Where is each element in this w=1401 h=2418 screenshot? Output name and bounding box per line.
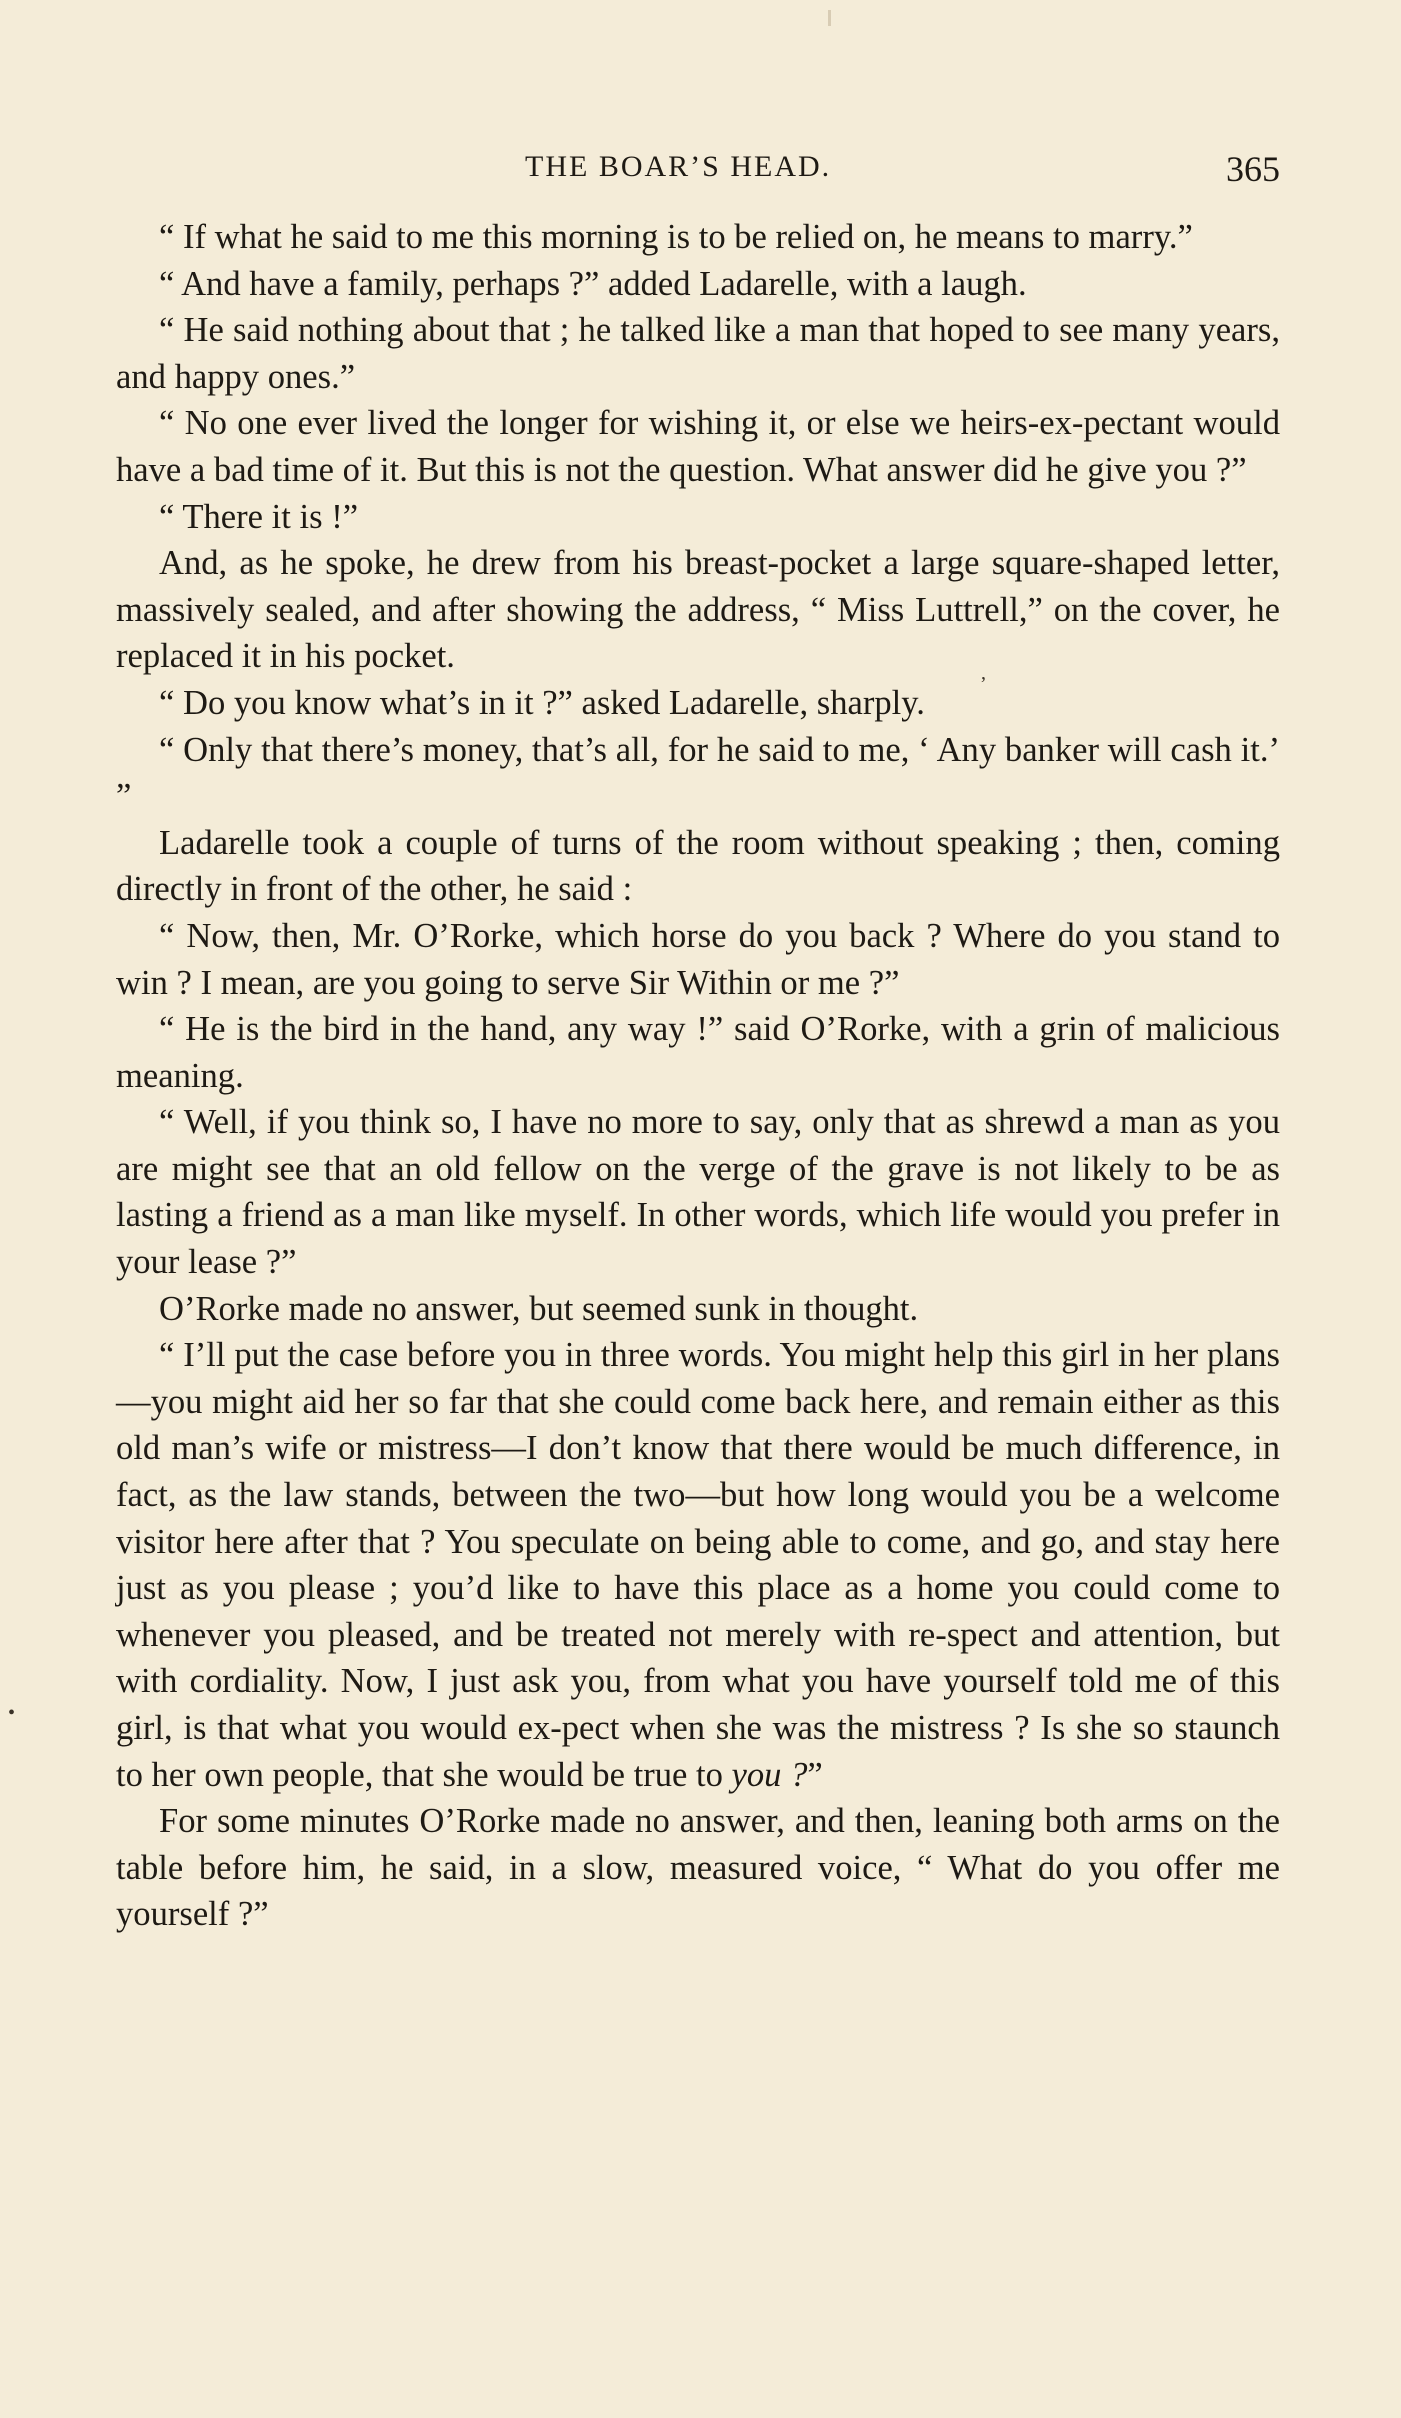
body-text <box>116 214 1280 1938</box>
paragraph: “ He said nothing about that ; he talked like a man that hoped to see many years, and happy ones.” <box>116 311 1280 396</box>
page-blemish <box>828 10 831 26</box>
paragraph: “ Only that there’s money, that’s all, for he said to me, ‘ Any banker will cash it.’ ” <box>116 730 1280 816</box>
closing-quote: ” <box>807 1755 823 1794</box>
paragraph: “ No one ever lived the longer for wishing it, or else we heirs-ex-pectant would have a bad time of it. But this is not the question. What answer did he give you ?” <box>116 404 1280 489</box>
paragraph: “ Now, then, Mr. O’Rorke, which horse do you back ? Where do you stand to win ? I mean, are you going to serve Sir Within or me ?” <box>116 916 1280 1002</box>
page-number: 365 <box>1226 149 1280 189</box>
running-title: THE BOAR’S HEAD. <box>525 150 832 183</box>
emphasized-words: you ? <box>731 1755 808 1794</box>
paragraph-text: “ I’ll put the case before you in three words. You might help this girl in her plans—you might aid her so far that she could come back here, and remain either as this old man’s wife or mistress—I don’t know that there would be much difference, in fact, as the law stands, between the two—but how long would you be a welcome visitor here after that ? You speculate on being able to come, and go, and stay here just as you please ; you’d like to have this place as a home you could come to whenever you pleased, and be treated not merely with re-spect and attention, but with cordiality. Now, I just ask you, from what you have yourself told me of this girl, is that what you would ex-pect when she was the mistress ? Is she so staunch to her own people, that she would be true to <box>116 1336 1280 1794</box>
paragraph: “ Well, if you think so, I have no more to say, only that as shrewd a man as you are might see that an old fellow on the verge of the grave is not likely to be as lasting a friend as a man like myself. In other words, which life would you prefer in your lease ?” <box>116 1103 1280 1282</box>
paragraph: “ If what he said to me this morning is to be relied on, he means to marry.” <box>159 218 1193 256</box>
paragraph: Ladarelle took a couple of turns of the room without speaking ; then, coming directly in front of the other, he said : <box>116 823 1280 909</box>
paragraph: And, as he spoke, he drew from his breast-pocket a large square-shaped letter, massively sealed, and after showing the address, “ Miss Luttrell,” on the cover, he replaced it in his pocket. <box>116 544 1280 676</box>
page-header <box>525 148 1280 192</box>
paragraph: For some minutes O’Rorke made no answer, and then, leaning both arms on the table before him, he said, in a slow, measured voice, “ What do you offer me yourself ?” <box>116 1802 1280 1934</box>
margin-mark: • <box>8 1702 16 1724</box>
paragraph <box>116 1332 1280 1798</box>
paragraph: O’Rorke made no answer, but seemed sunk in thought. <box>159 1289 919 1328</box>
paragraph: “ Do you know what’s in it ?” asked Ladarelle, sharply. <box>159 683 925 722</box>
paragraph: “ And have a family, perhaps ?” added Ladarelle, with a laugh. <box>159 264 1027 303</box>
paragraph: “ He is the bird in the hand, any way !” said O’Rorke, with a grin of malicious meaning. <box>116 1010 1280 1095</box>
paragraph: “ There it is !” <box>159 497 359 536</box>
margin-mark: ‚ <box>980 662 987 684</box>
